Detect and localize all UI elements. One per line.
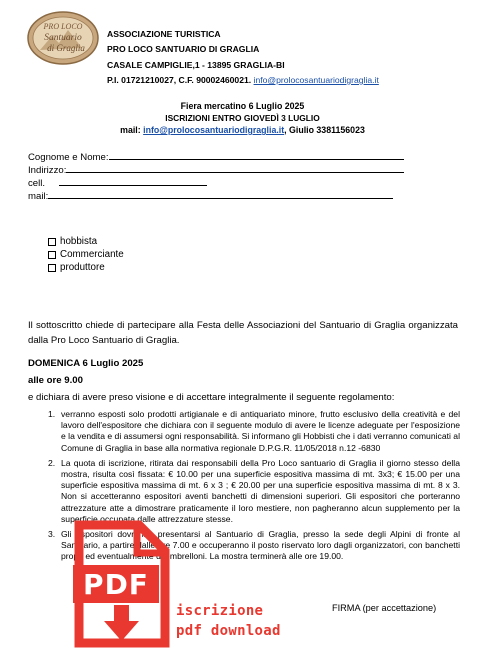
title-block: [0, 100, 485, 136]
org-contact: [107, 73, 379, 88]
pdf-download-link[interactable]: [176, 601, 281, 641]
option-label: hobbista: [60, 236, 98, 247]
pdf-caption-line1: iscrizione: [176, 603, 264, 619]
signature-label: FIRMA (per accettazione): [332, 603, 437, 613]
logo-text-line3: di Graglia: [47, 43, 85, 53]
org-tax-ids: P.I. 01721210027, C.F. 90002460021.: [107, 74, 252, 85]
cell-line[interactable]: [59, 175, 207, 186]
logo-text-line2: Santuario: [44, 33, 82, 43]
address-field[interactable]: [28, 162, 404, 175]
option-hobbista[interactable]: [48, 235, 124, 248]
checkbox[interactable]: [48, 264, 56, 272]
checkbox[interactable]: [48, 238, 56, 246]
option-produttore[interactable]: [48, 261, 124, 274]
list-item: 3. Gli espositori dovranno presentarsi al Santuario di Graglia, presso la sede degli Alpini di fronte al Santuario, a partire dalle ore 7.00 e occuperanno il posto riservato loro dagli organizzatori, con banchetti propri ed eventualmente di ombrelloni. La mostra terminerà alle ore 19.00.: [48, 529, 460, 562]
mail-line[interactable]: [48, 188, 393, 199]
title-email-link[interactable]: info@prolocosantuariodigraglia.it: [143, 125, 285, 135]
event-date: DOMENICA 6 Luglio 2025: [28, 358, 144, 369]
rule-text: La quota di iscrizione, ritirata dai responsabili della Pro Loco santuario di Graglia il giorno stesso della mostra, risulta così fissata: € 10.00 per una superficie espositiva massima di mt. 3x3; € 15.00 per una superficie espositiva massima di mt. 6 x 3 ; € 20.00 per una superficie espositiva massima di mt. 8 x 3. Non si accetteranno espositori aventi banchetti di dimensioni superiori. Gli espositori che porteranno attrezzature atte a dimostrare praticamente il loro mestiere, non pagheranno alcun supplemento per la superficie occupata dalle attrezzature stesse.: [61, 457, 460, 524]
checkbox[interactable]: [48, 251, 56, 259]
registration-fields: [28, 149, 404, 201]
title-contact: [0, 124, 485, 136]
mail-field[interactable]: [28, 188, 404, 201]
logo-text-line1: PRO LOCO: [43, 22, 83, 31]
option-label: Commerciante: [60, 249, 124, 260]
event-title: Fiera mercatino 6 Luglio 2025: [180, 101, 305, 111]
address-label: Indirizzo:: [28, 165, 67, 176]
pdf-badge-text: PDF: [83, 568, 149, 601]
declaration: e dichiara di avere preso visione e di accettare integralmente il seguente regolamento:: [28, 392, 395, 403]
intro-paragraph: Il sottoscritto chiede di partecipare alla Festa delle Associazioni del Santuario di Graglia organizzata dalla Pro Loco Santuario di Graglia.: [28, 320, 458, 346]
exhibitor-type-options: [48, 235, 124, 274]
rule-text: verranno esposti solo prodotti artigianale e di antiquariato minore, frutto esclusivo della creatività e del lavoro dell'espositore che dichiara con il seguente modulo di avere le licenze adeguate per l'esposizione e la vendita e di assumersi ogni responsabilità. Si informano gli Hobbisti che i dati verranno comunicati al Comune di Graglia in base alla normativa regionale D.P.G.R. 11/05/2018 n.12 -6830: [61, 409, 460, 453]
organization-header: [107, 27, 379, 88]
list-item: 1. verranno esposti solo prodotti artigianale e di antiquariato minore, frutto esclusivo della creatività e del lavoro dell'espositore che dichiara con il seguente modulo di avere le licenze adeguate per l'esposizione e la vendita e di assumersi ogni responsabilità. Si informano gli Hobbisti che i dati verranno comunicati al Comune di Graglia in base alla normativa regionale D.P.G.R. 11/05/2018 n.12 -6830: [48, 409, 460, 453]
pdf-caption-line2: pdf download: [176, 623, 281, 639]
cell-label: cell.: [28, 178, 46, 189]
option-label: produttore: [60, 262, 105, 273]
pdf-download-icon[interactable]: [73, 519, 171, 649]
name-line[interactable]: [109, 149, 404, 160]
org-subtitle: PRO LOCO SANTUARIO DI GRAGLIA: [107, 44, 260, 55]
event-time: alle ore 9.00: [28, 375, 83, 386]
pro-loco-logo: [26, 10, 100, 66]
cell-field[interactable]: [28, 175, 404, 188]
title-contact-suffix: , Giulio 3381156023: [284, 125, 365, 135]
list-item: 2. La quota di iscrizione, ritirata dai responsabili della Pro Loco santuario di Graglia il giorno stesso della mostra, risulta così fissata: € 10.00 per una superficie espositiva massima di mt. 3x3; € 15.00 per una superficie espositiva massima di mt. 6 x 3 ; € 20.00 per una superficie espositiva massima di mt. 8 x 3. Non si accetteranno espositori aventi banchetti di dimensioni superiori. Gli espositori che porteranno attrezzature atte a dimostrare praticamente il loro mestiere, non pagheranno alcun supplemento per la superficie occupata dalle attrezzature stesse.: [48, 457, 460, 524]
name-field[interactable]: [28, 149, 404, 162]
org-name: ASSOCIAZIONE TURISTICA: [107, 29, 221, 39]
registration-deadline: ISCRIZIONI ENTRO GIOVEDÌ 3 LUGLIO: [165, 113, 320, 123]
org-address: CASALE CAMPIGLIE,1 - 13895 GRAGLIA-BI: [107, 59, 285, 70]
rule-text: Gli espositori dovranno presentarsi al Santuario di Graglia, presso la sede degli Alpini di fronte al Santuario, a partire dalle ore 7.00 e occuperanno il posto riservato loro dagli organizzatori, con banchetti propri ed eventualmente di ombrelloni. La mostra terminerà alle ore 19.00.: [61, 529, 460, 562]
option-commerciante[interactable]: [48, 248, 124, 261]
mail-label: mail:: [28, 191, 49, 202]
name-label: Cognome e Nome:: [28, 152, 109, 163]
title-mail-label: mail:: [120, 125, 141, 135]
org-email-link[interactable]: info@prolocosantuariodigraglia.it: [253, 74, 379, 85]
address-line[interactable]: [66, 162, 404, 173]
